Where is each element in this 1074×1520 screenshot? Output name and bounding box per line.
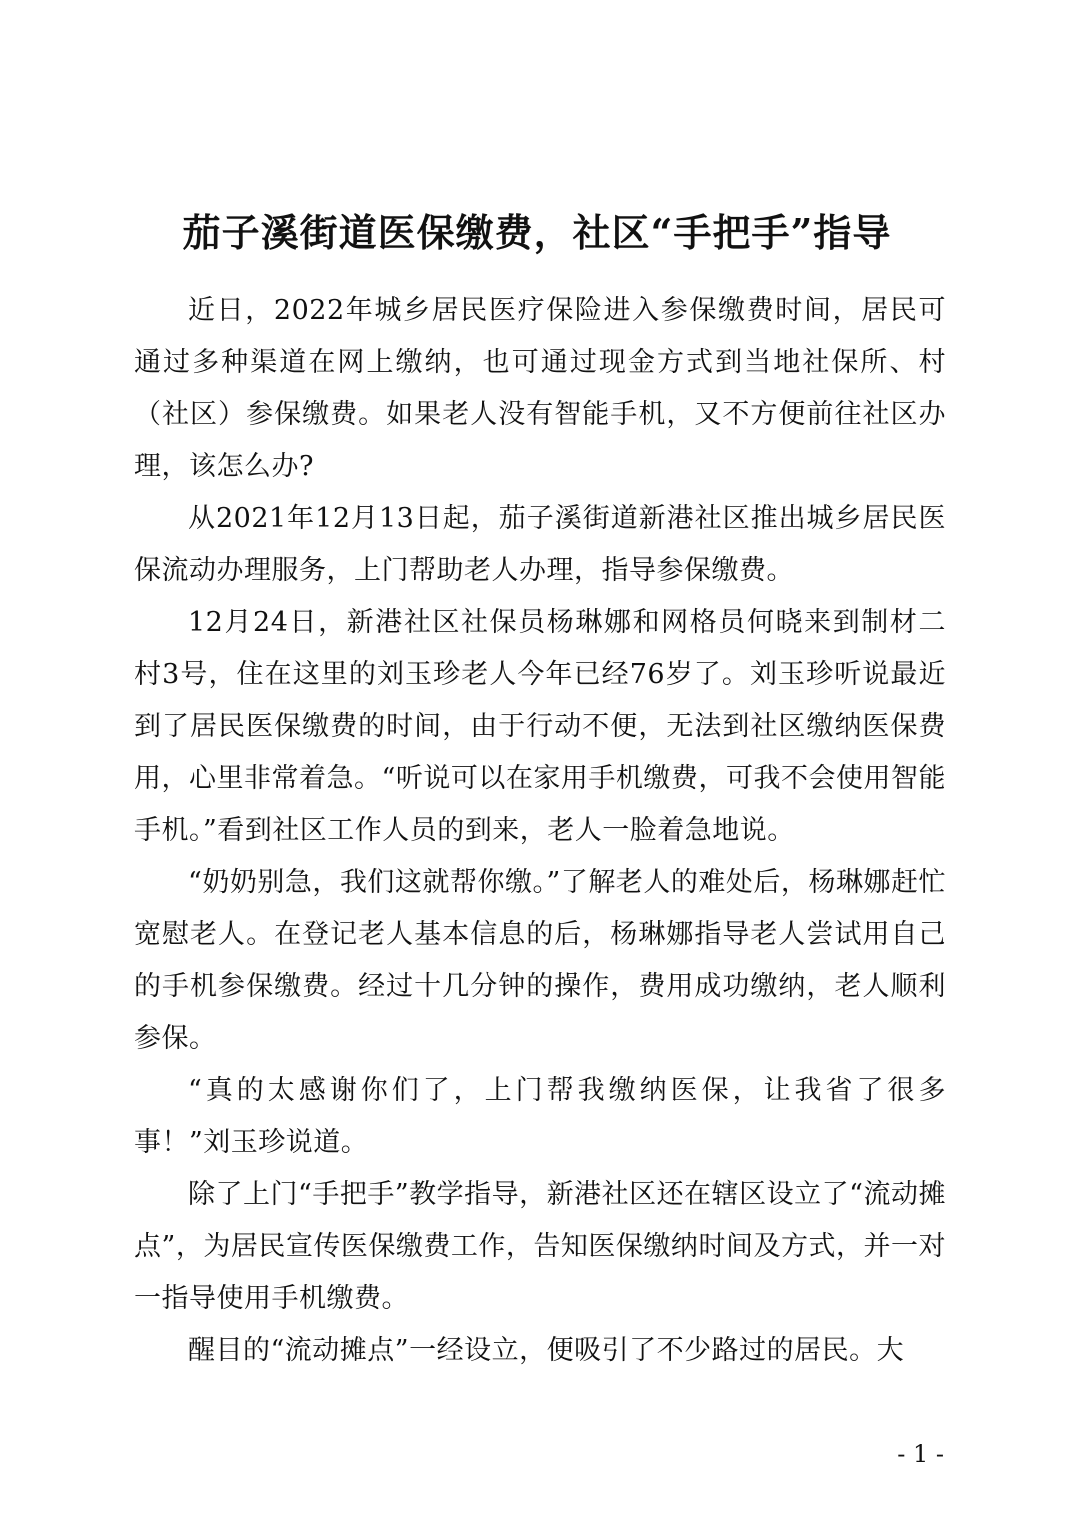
page-number: - 1 -: [897, 1440, 944, 1468]
paragraph: 除了上门“手把手”教学指导，新港社区还在辖区设立了“流动摊点”，为居民宣传医保缴费工作，告知医保缴纳时间及方式，并一对一指导使用手机缴费。: [134, 1179, 946, 1314]
document-title: 茄子溪街道医保缴费，社区“手把手”指导: [182, 210, 892, 256]
paragraph: 12月24日，新港社区社保员杨琳娜和网格员何晓来到制材二村3号，住在这里的刘玉珍老人今年已经76岁了。刘玉珍听说最近到了居民医保缴费的时间，由于行动不便，无法到社区缴纳医保费用，心里非常着急。“听说可以在家用手机缴费，可我不会使用智能手机。”看到社区工作人员的到来，老人一脸着急地说。: [134, 607, 946, 846]
paragraph: 醒目的“流动摊点”一经设立，便吸引了不少路过的居民。大: [188, 1335, 905, 1366]
paragraph: “真的太感谢你们了，上门帮我缴纳医保，让我省了很多事！”刘玉珍说道。: [134, 1075, 946, 1158]
article-body: [134, 285, 946, 1377]
paragraph: 从2021年12月13日起，茄子溪街道新港社区推出城乡居民医保流动办理服务，上门帮助老人办理，指导参保缴费。: [134, 503, 946, 586]
paragraph: “奶奶别急，我们这就帮你缴。”了解老人的难处后，杨琳娜赶忙宽慰老人。在登记老人基本信息的后，杨琳娜指导老人尝试用自己的手机参保缴费。经过十几分钟的操作，费用成功缴纳，老人顺利参保。: [134, 867, 946, 1054]
paragraph: 近日，2022年城乡居民医疗保险进入参保缴费时间，居民可通过多种渠道在网上缴纳，也可通过现金方式到当地社保所、村（社区）参保缴费。如果老人没有智能手机，又不方便前往社区办理，该怎么办?: [134, 295, 946, 482]
